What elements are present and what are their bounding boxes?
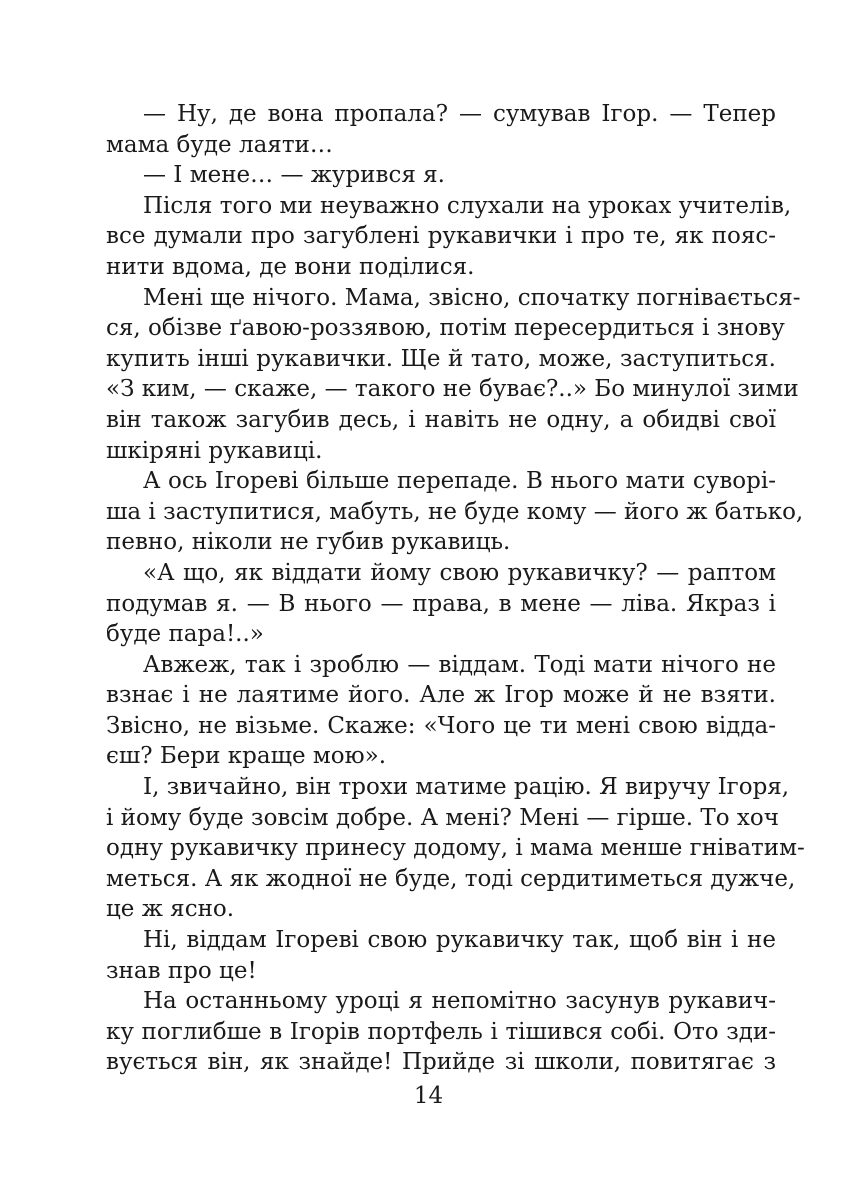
text-line: ся, обізве ґавою-роззявою, потім пересердиться і знову	[106, 315, 785, 342]
text-line: певно, ніколи не губив рукавиць.	[106, 529, 511, 556]
text-line: одну рукавичку принесу додому, і мама менше гніватим-	[106, 835, 805, 862]
text-line: взнає і не лаятиме його. Але ж Ігор може й не взяти.	[106, 682, 776, 709]
text-line: Мені ще нічого. Мама, звісно, спочатку погнівається-	[143, 284, 801, 311]
text-line: Ні, віддам Ігореві свою рукавичку так, щоб він і не	[143, 927, 776, 954]
text-line: меться. А як жодної не буде, тоді сердитиметься дужче,	[106, 865, 796, 892]
text-line: ша і заступитися, мабуть, не буде кому — його ж батько,	[106, 498, 804, 525]
text-line: єш? Бери краще мою».	[106, 743, 387, 770]
text-line: мама буде лаяти…	[106, 131, 333, 158]
text-line: ку поглибше в Ігорів портфель і тішився собі. Ото зди-	[106, 1018, 776, 1045]
text-line: «А що, як віддати йому свою рукавичку? — раптом	[143, 559, 776, 586]
text-line: На останньому уроці я непомітно засунув рукавич-	[143, 988, 776, 1015]
text-line: Авжеж, так і зроблю — віддам. Тоді мати нічого не	[143, 651, 776, 678]
text-line: подумав я. — В нього — права, в мене — ліва. Якраз і	[106, 590, 776, 617]
text-line: буде пара!..»	[106, 621, 264, 648]
text-line: і йому буде зовсім добре. А мені? Мені — гірше. То хоч	[106, 804, 779, 831]
text-line: знав про це!	[106, 957, 257, 984]
text-line: — Ну, де вона пропала? — сумував Ігор. — Тепер	[143, 101, 776, 127]
text-line: нити вдома, де вони поділися.	[106, 253, 475, 280]
text-line: вується він, як знайде! Прийде зі школи, повитягає з	[106, 1049, 776, 1076]
text-line: Звісно, не візьме. Скаже: «Чого це ти мені свою відда-	[106, 712, 776, 739]
text-line: шкіряні рукавиці.	[106, 437, 323, 464]
text-line: А ось Ігореві більше перепаде. В нього мати суворі-	[143, 468, 776, 495]
text-line: купить інші рукавички. Ще й тато, може, заступиться.	[106, 345, 776, 372]
text-line: все думали про загублені рукавички і про те, як пояс-	[106, 223, 776, 250]
text-line: Після того ми неуважно слухали на уроках учителів,	[143, 192, 792, 219]
text-line: І, звичайно, він трохи матиме рацію. Я виручу Ігоря,	[143, 774, 790, 801]
text-line: — І мене… — журився я.	[143, 162, 445, 189]
page-number: 14	[413, 1083, 444, 1109]
text-line: «З ким, — скаже, — такого не буває?..» Бо минулої зими	[106, 376, 799, 403]
text-line: він також загубив десь, і навіть не одну, а обидві свої	[106, 406, 776, 433]
text-line: це ж ясно.	[106, 896, 235, 923]
body-text	[106, 99, 805, 1078]
